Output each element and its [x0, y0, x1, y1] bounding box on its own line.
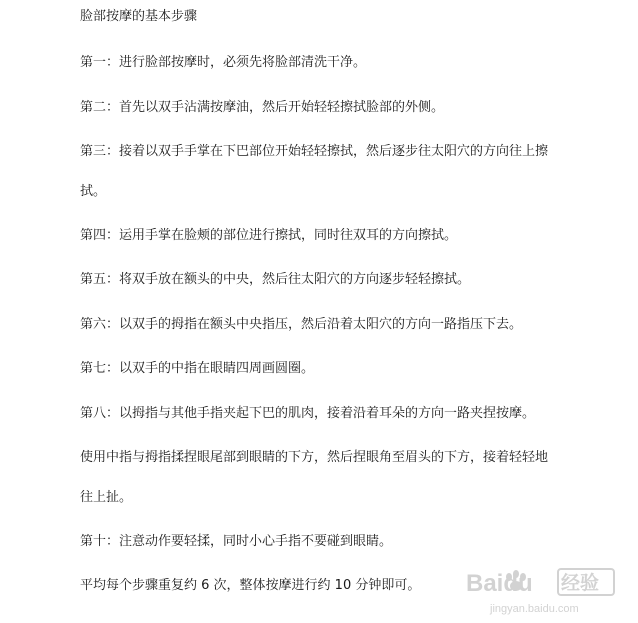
baidu-jingyan-watermark	[460, 557, 620, 617]
paragraph-summary: 平均每个步骤重复约 6 次，整体按摩进行约 10 分钟即可。	[80, 578, 421, 593]
paragraph-step-10: 第十：注意动作要轻揉，同时小心手指不要碰到眼睛。	[80, 534, 393, 549]
paragraph-step-9: 使用中指与拇指揉捏眼尾部到眼睛的下方，然后捏眼角至眉头的下方，接着轻轻地往上扯。	[80, 450, 549, 505]
paragraph-step-6: 第六：以双手的拇指在额头中央指压，然后沿着太阳穴的方向一路指压下去。	[80, 317, 523, 332]
paragraph-step-1: 第一：进行脸部按摩时，必须先将脸部清洗干净。	[80, 55, 367, 70]
paragraph-step-5: 第五：将双手放在额头的中央，然后往太阳穴的方向逐步轻轻擦拭。	[80, 272, 471, 287]
watermark-url: jingyan.baidu.com	[490, 603, 579, 615]
paragraph-step-2: 第二：首先以双手沾满按摩油，然后开始轻轻擦拭脸部的外侧。	[80, 100, 445, 115]
watermark-logo-cn: 经验	[561, 572, 600, 594]
watermark-logo-text: Baidu	[466, 570, 533, 597]
document-title: 脸部按摩的基本步骤	[80, 9, 198, 24]
paragraph-step-4: 第四：运用手掌在脸颊的部位进行擦拭，同时往双耳的方向擦拭。	[80, 228, 458, 243]
paragraph-step-8: 第八：以拇指与其他手指夹起下巴的肌肉，接着沿着耳朵的方向一路夹捏按摩。	[80, 406, 536, 421]
paragraph-step-3: 第三：接着以双手手掌在下巴部位开始轻轻擦拭，然后逐步往太阳穴的方向往上擦拭。	[80, 144, 549, 199]
paragraph-step-7: 第七：以双手的中指在眼睛四周画圆圈。	[80, 361, 315, 376]
